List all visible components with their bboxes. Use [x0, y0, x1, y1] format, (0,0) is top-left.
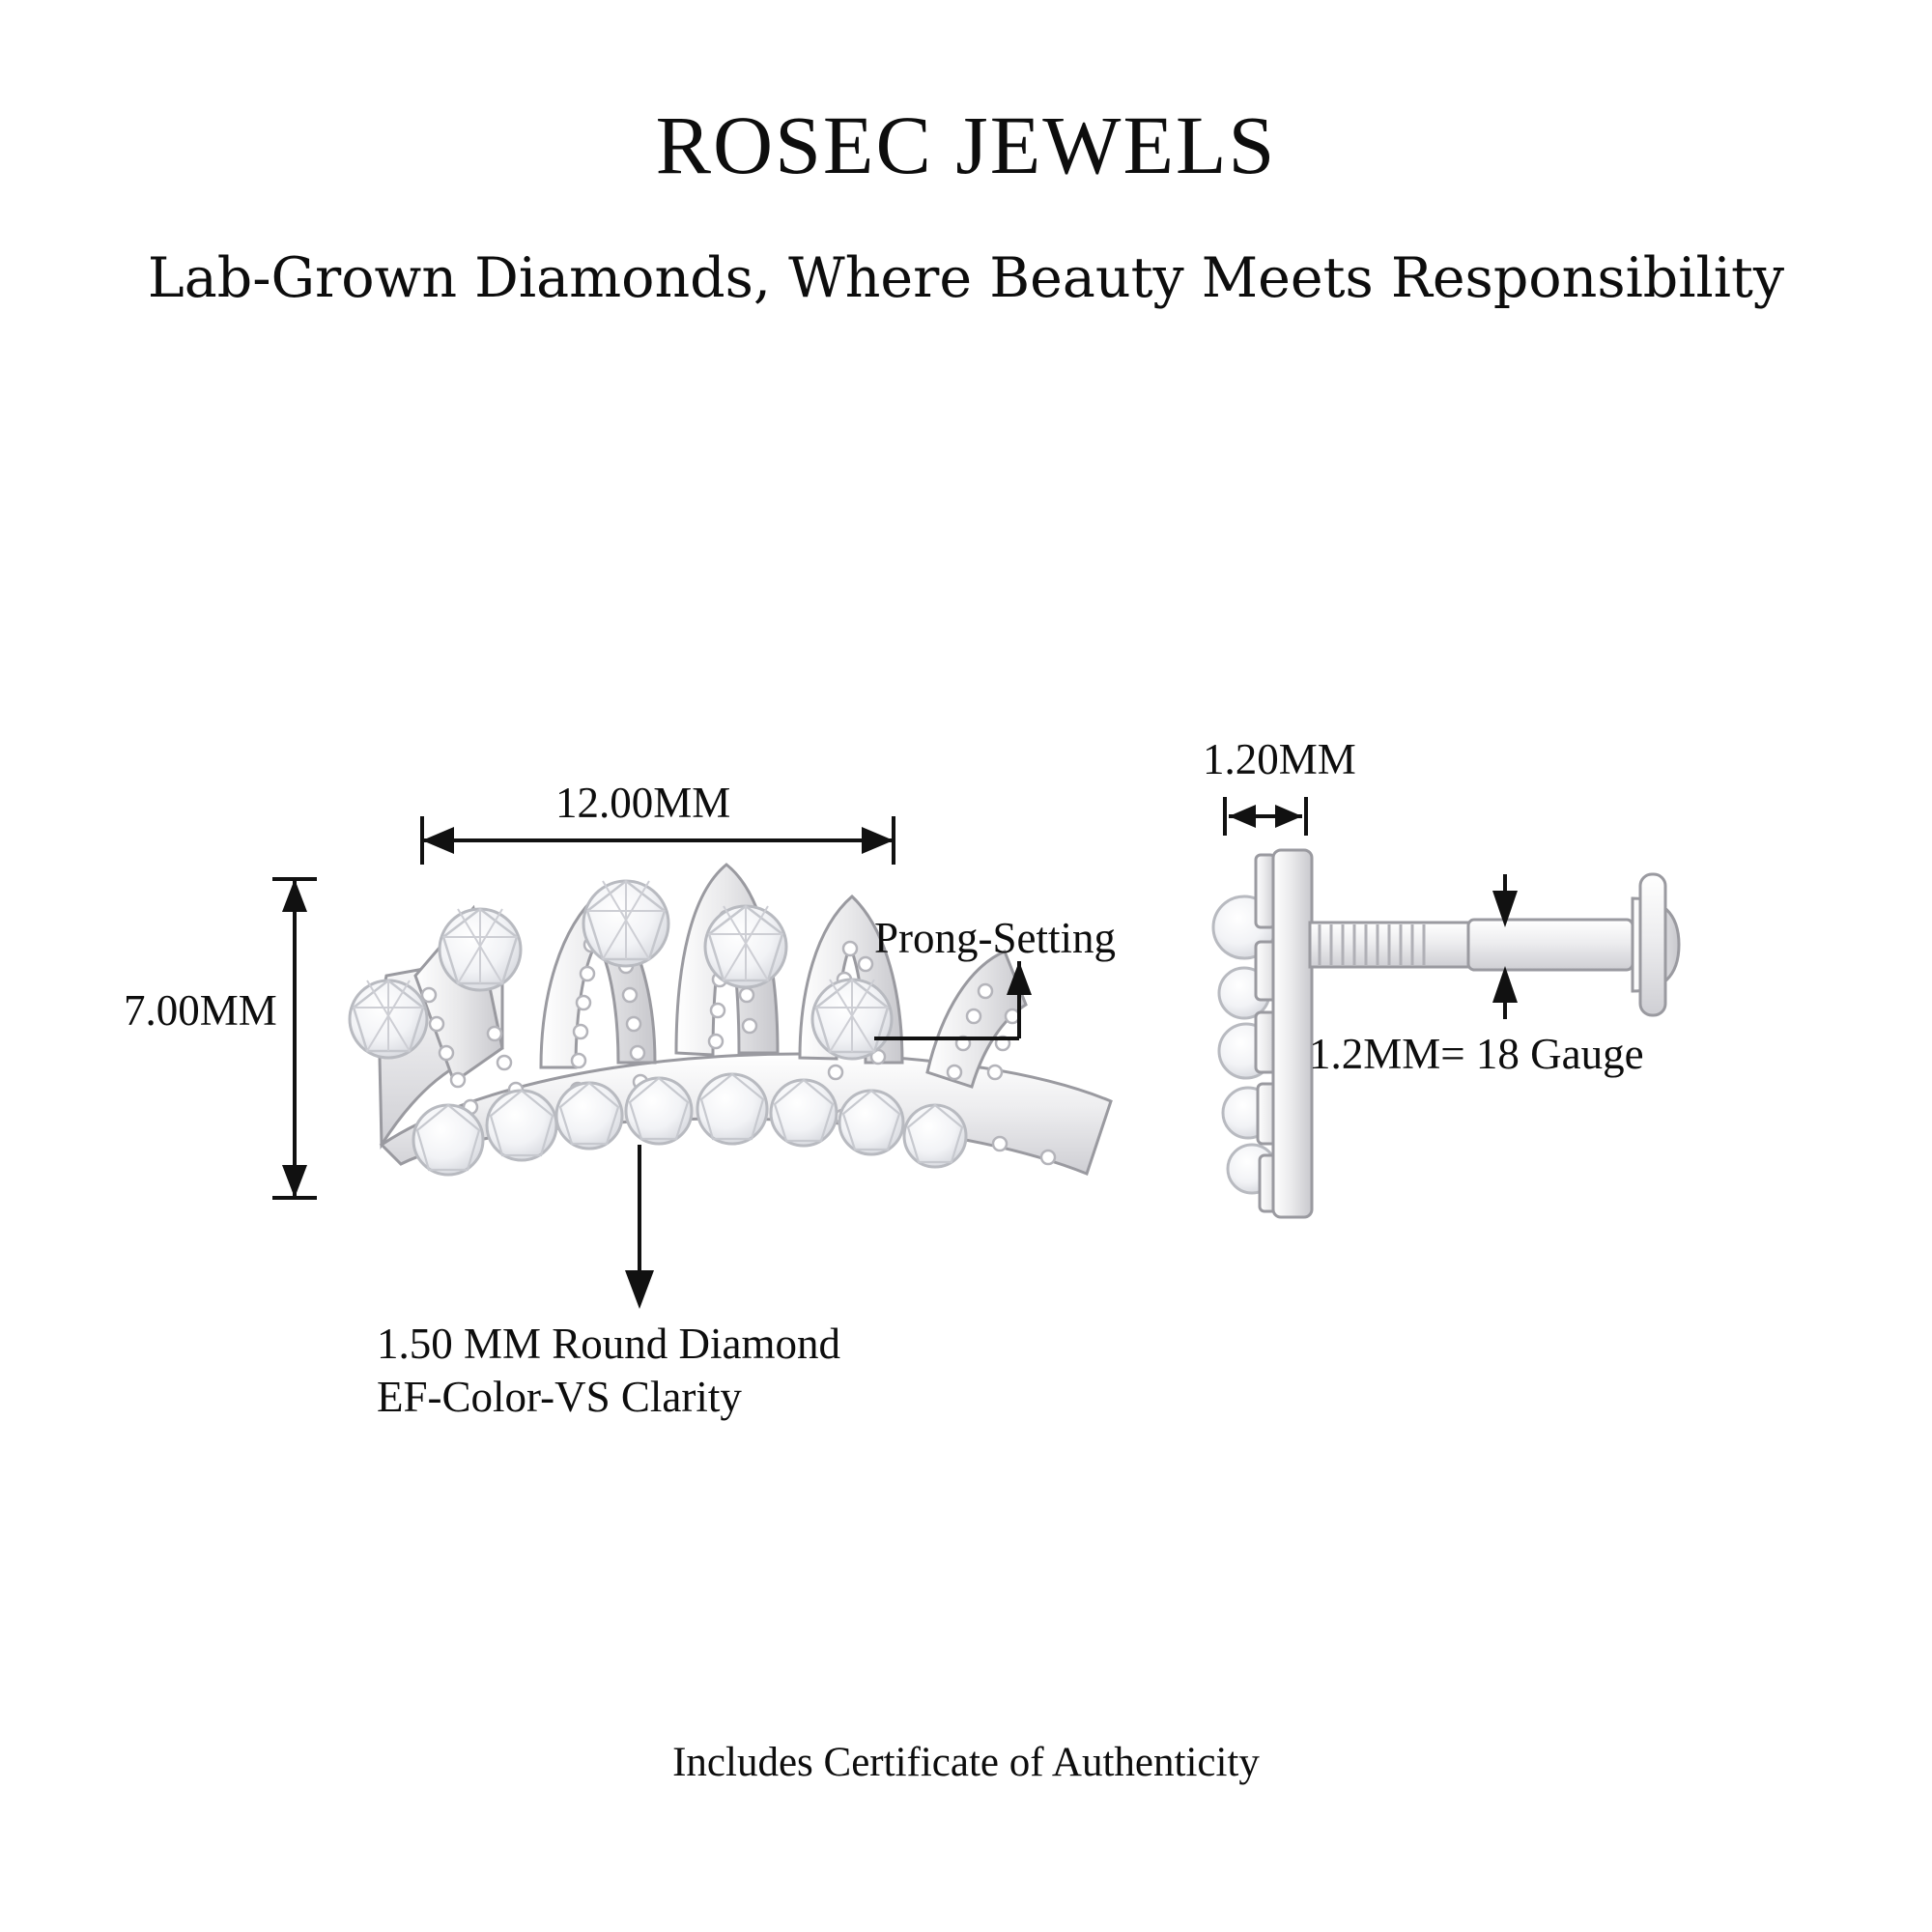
- annotation-gauge: 1.2MM= 18 Gauge: [1309, 1030, 1644, 1078]
- annotation-stone-quality: EF-Color-VS Clarity: [377, 1373, 742, 1421]
- dimension-label-post-width: 1.20MM: [1203, 735, 1356, 783]
- crown-front-view: [350, 865, 1111, 1175]
- brand-title: ROSEC JEWELS: [655, 99, 1277, 191]
- dimension-label-height: 7.00MM: [124, 986, 277, 1035]
- brand-tagline: Lab-Grown Diamonds, Where Beauty Meets Responsibility: [147, 246, 1785, 310]
- annotation-prong-setting: Prong-Setting: [874, 914, 1117, 962]
- certificate-note: Includes Certificate of Authenticity: [672, 1740, 1260, 1785]
- annotation-stone-size: 1.50 MM Round Diamond: [377, 1320, 841, 1368]
- side-metal-profile: [1256, 850, 1312, 1217]
- dimension-label-width: 12.00MM: [555, 779, 731, 827]
